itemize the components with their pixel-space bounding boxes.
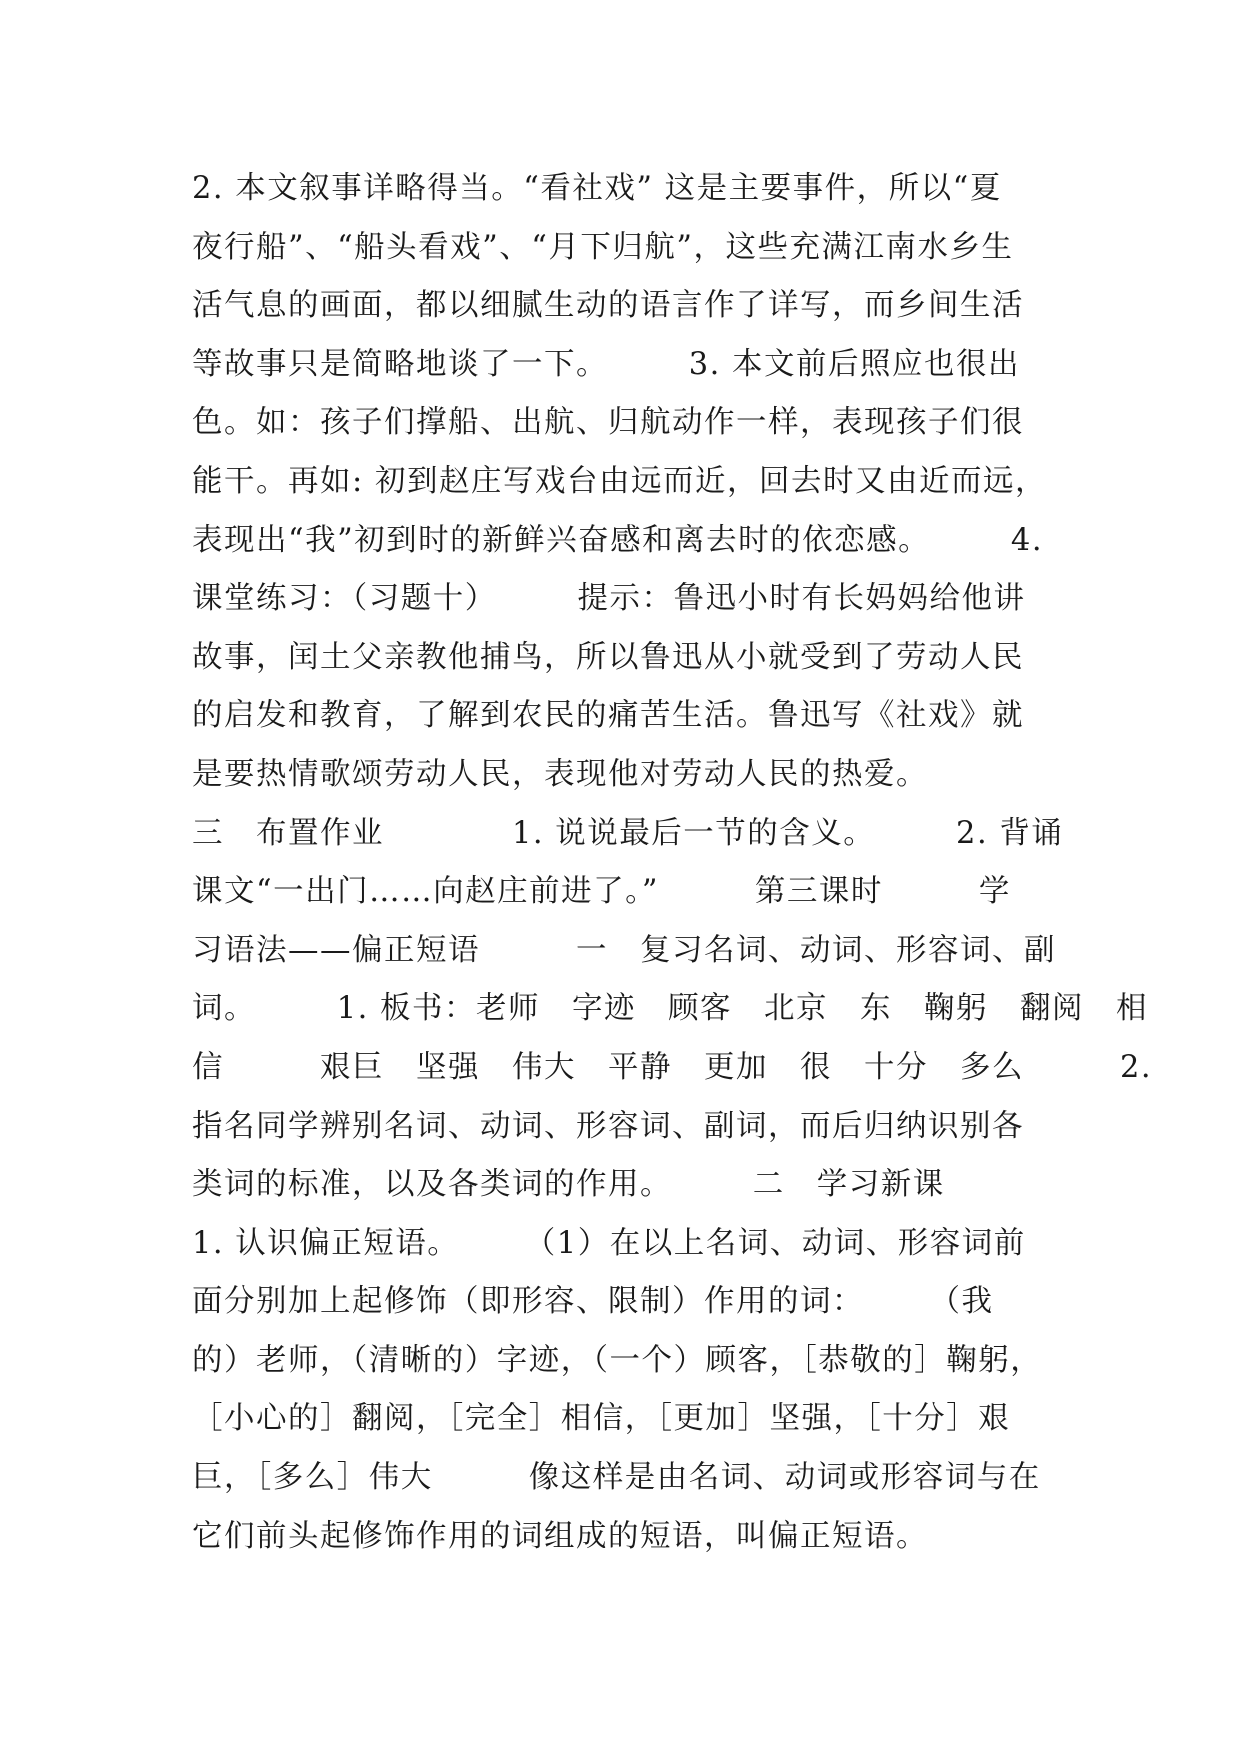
text-line: 词。 1. 板书：老师 字迹 顾客 北京 东 鞠躬 翻阅 相 (192, 991, 1149, 1027)
text-line: ［小心的］翻阅，［完全］相信，［更加］坚强，［十分］艰 (192, 1401, 1011, 1437)
text-line: 活气息的画面，都以细腻生动的语言作了详写，而乡间生活 (192, 288, 1024, 324)
text-line: 的启发和教育，了解到农民的痛苦生活。鲁迅写《社戏》就 (192, 698, 1024, 734)
text-line: 课堂练习：（习题十） 提示：鲁迅小时有长妈妈给他讲 (192, 581, 1026, 617)
text-line: 1. 认识偏正短语。 （1）在以上名词、动词、形容词前 (192, 1225, 1026, 1261)
text-line: 2. 本文叙事详略得当。“看社戏” 这是主要事件，所以“夏 (192, 171, 1002, 206)
text-line: 色。如：孩子们撑船、出航、归航动作一样，表现孩子们很 (192, 405, 1024, 441)
text-line: 故事，闰土父亲教他捕鸟，所以鲁迅从小就受到了劳动人民 (192, 639, 1024, 675)
text-line: 课文“一出门……向赵庄前进了。” 第三课时 学 (192, 874, 1011, 910)
text-line: 夜行船”、“船头看戏”、“月下归航”，这些充满江南水乡生 (192, 229, 1014, 265)
text-line: 三 布置作业 1. 说说最后一节的含义。 2. 背诵 (192, 815, 1064, 851)
text-line: 的）老师，（清晰的）字迹，（一个）顾客，［恭敬的］鞠躬， (192, 1342, 1043, 1378)
text-line: 类词的标准，以及各类词的作用。 二 学习新课 (192, 1167, 945, 1203)
text-line: 信 艰巨 坚强 伟大 平静 更加 很 十分 多么 2. (192, 1049, 1153, 1085)
text-line: 它们前头起修饰作用的词组成的短语，叫偏正短语。 (192, 1518, 928, 1554)
text-line: 等故事只是简略地谈了一下。 3. 本文前后照应也很出 (192, 346, 1021, 382)
text-line: 指名同学辨别名词、动词、形容词、副词，而后归纳识别各 (192, 1108, 1024, 1144)
text-line: 是要热情歌颂劳动人民，表现他对劳动人民的热爱。 (192, 756, 928, 792)
text-line: 面分别加上起修饰（即形容、限制）作用的词： （我 (192, 1284, 994, 1320)
text-line: 巨，［多么］伟大 像这样是由名词、动词或形容词与在 (192, 1460, 1041, 1496)
text-line: 能干。再如: 初到赵庄写戏台由远而近，回去时又由近而远， (192, 463, 1047, 499)
text-line: 表现出“我”初到时的新鲜兴奋感和离去时的依恋感。 4. (192, 522, 1044, 558)
body-text (192, 160, 1153, 1566)
text-line: 习语法——偏正短语 一 复习名词、动词、形容词、副 (192, 932, 1056, 968)
